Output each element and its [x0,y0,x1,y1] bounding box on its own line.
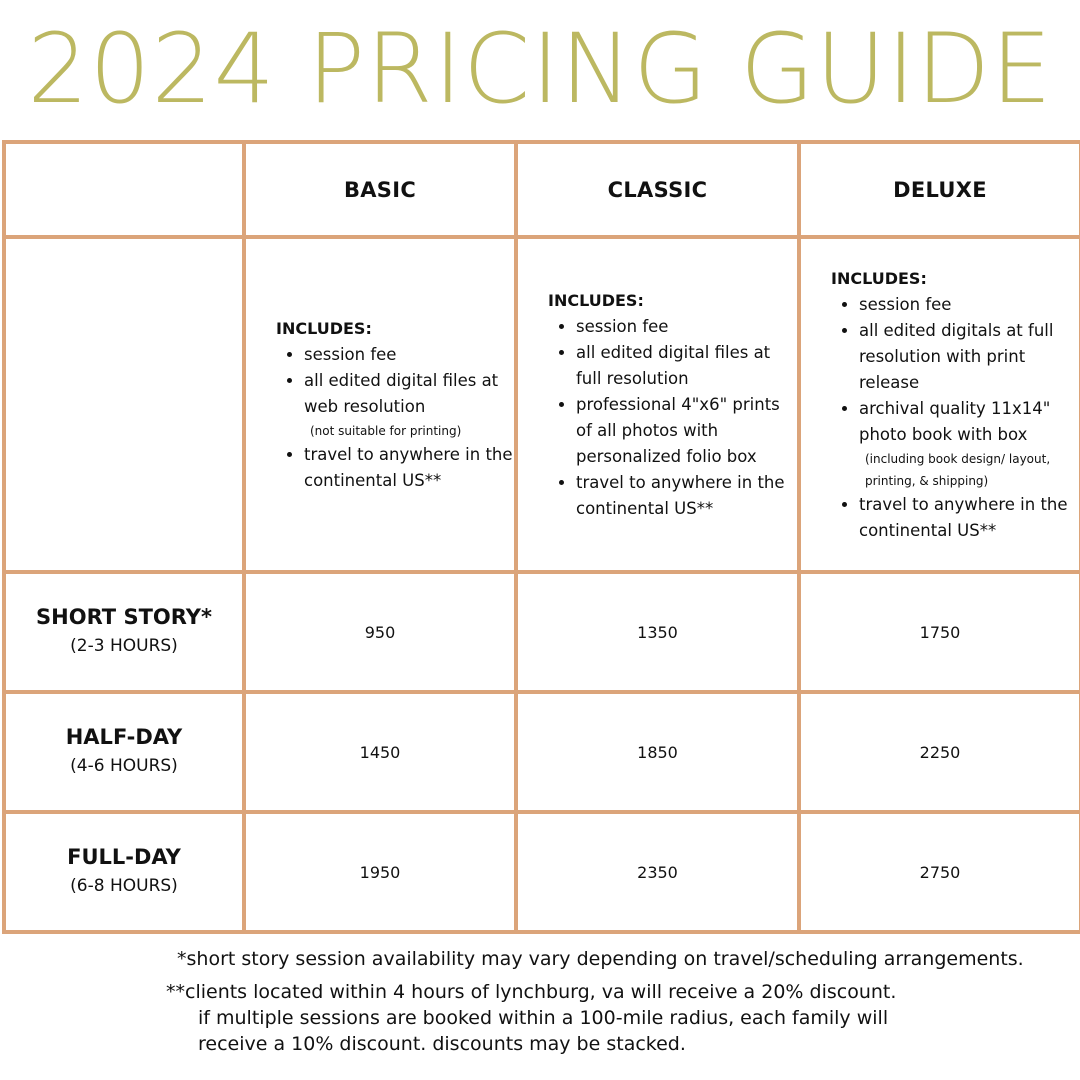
session-hours: (2-3 HOURS) [70,636,178,656]
price-cell: 1450 [244,692,516,812]
tier-header-row [4,142,1080,237]
list-item-text: all edited digital files at web resolution [304,370,499,416]
list-item: • professional 4"x6" prints of all photos with personalized folio box [576,392,797,470]
session-row-short-story [4,572,1080,692]
list-item: • travel to anywhere in the continental US** [576,470,797,522]
pricing-table [2,140,1080,934]
session-name: FULL-DAY [67,845,181,869]
list-item [859,396,1079,492]
deluxe-includes [799,237,1080,572]
session-hours: (6-8 HOURS) [70,876,178,896]
list-item: • travel to anywhere in the continental US** [859,492,1079,544]
price-cell: 1750 [799,572,1080,692]
list-item: • session fee [304,342,514,368]
price-cell: 1950 [244,812,516,932]
list-item: • session fee [859,292,1079,318]
price-cell: 1850 [516,692,799,812]
list-item: • all edited digital files at full resolution [576,340,797,392]
session-hours: (4-6 HOURS) [70,756,178,776]
tier-header-basic: BASIC [244,142,516,237]
list-item: • all edited digitals at full resolution with print release [859,318,1079,396]
deluxe-book-note: (including book design/ layout, printing, & shipping) [865,451,1051,488]
session-label [4,572,244,692]
footnote-discount: **clients located within 4 hours of lynchburg, va will receive a 20% discount. [166,981,897,1003]
tier-header-classic: CLASSIC [516,142,799,237]
price-cell: 950 [244,572,516,692]
session-name: HALF-DAY [65,725,183,749]
list-item [304,368,514,442]
session-label [4,812,244,932]
session-name: SHORT STORY* [36,605,212,629]
basic-print-note: (not suitable for printing) [310,423,462,438]
session-label [4,692,244,812]
corner-cell [4,142,244,237]
basic-include-list [272,342,514,494]
classic-includes [516,237,799,572]
includes-heading: INCLUDES: [831,268,927,288]
includes-heading: INCLUDES: [548,290,644,310]
price-cell: 1350 [516,572,799,692]
list-item: • travel to anywhere in the continental US** [304,442,514,494]
includes-label-cell [4,237,244,572]
list-item-text: archival quality 11x14" photo book with box [859,398,1051,444]
deluxe-include-list [827,292,1079,544]
classic-include-list [544,314,797,522]
page-title: 2024 PRICING GUIDE [27,13,1053,125]
price-cell: 2250 [799,692,1080,812]
footnote-short-story: *short story session availability may vary depending on travel/scheduling arrangements. [177,948,1024,970]
basic-includes [244,237,516,572]
session-row-half-day [4,692,1080,812]
list-item: • session fee [576,314,797,340]
includes-heading: INCLUDES: [276,318,372,338]
price-cell: 2350 [516,812,799,932]
session-row-full-day [4,812,1080,932]
footnote-stacking: receive a 10% discount. discounts may be stacked. [198,1033,686,1055]
includes-row [4,237,1080,572]
tier-header-deluxe: DELUXE [799,142,1080,237]
price-cell: 2750 [799,812,1080,932]
footnote-multiple-sessions: if multiple sessions are booked within a 100-mile radius, each family will [198,1007,889,1029]
